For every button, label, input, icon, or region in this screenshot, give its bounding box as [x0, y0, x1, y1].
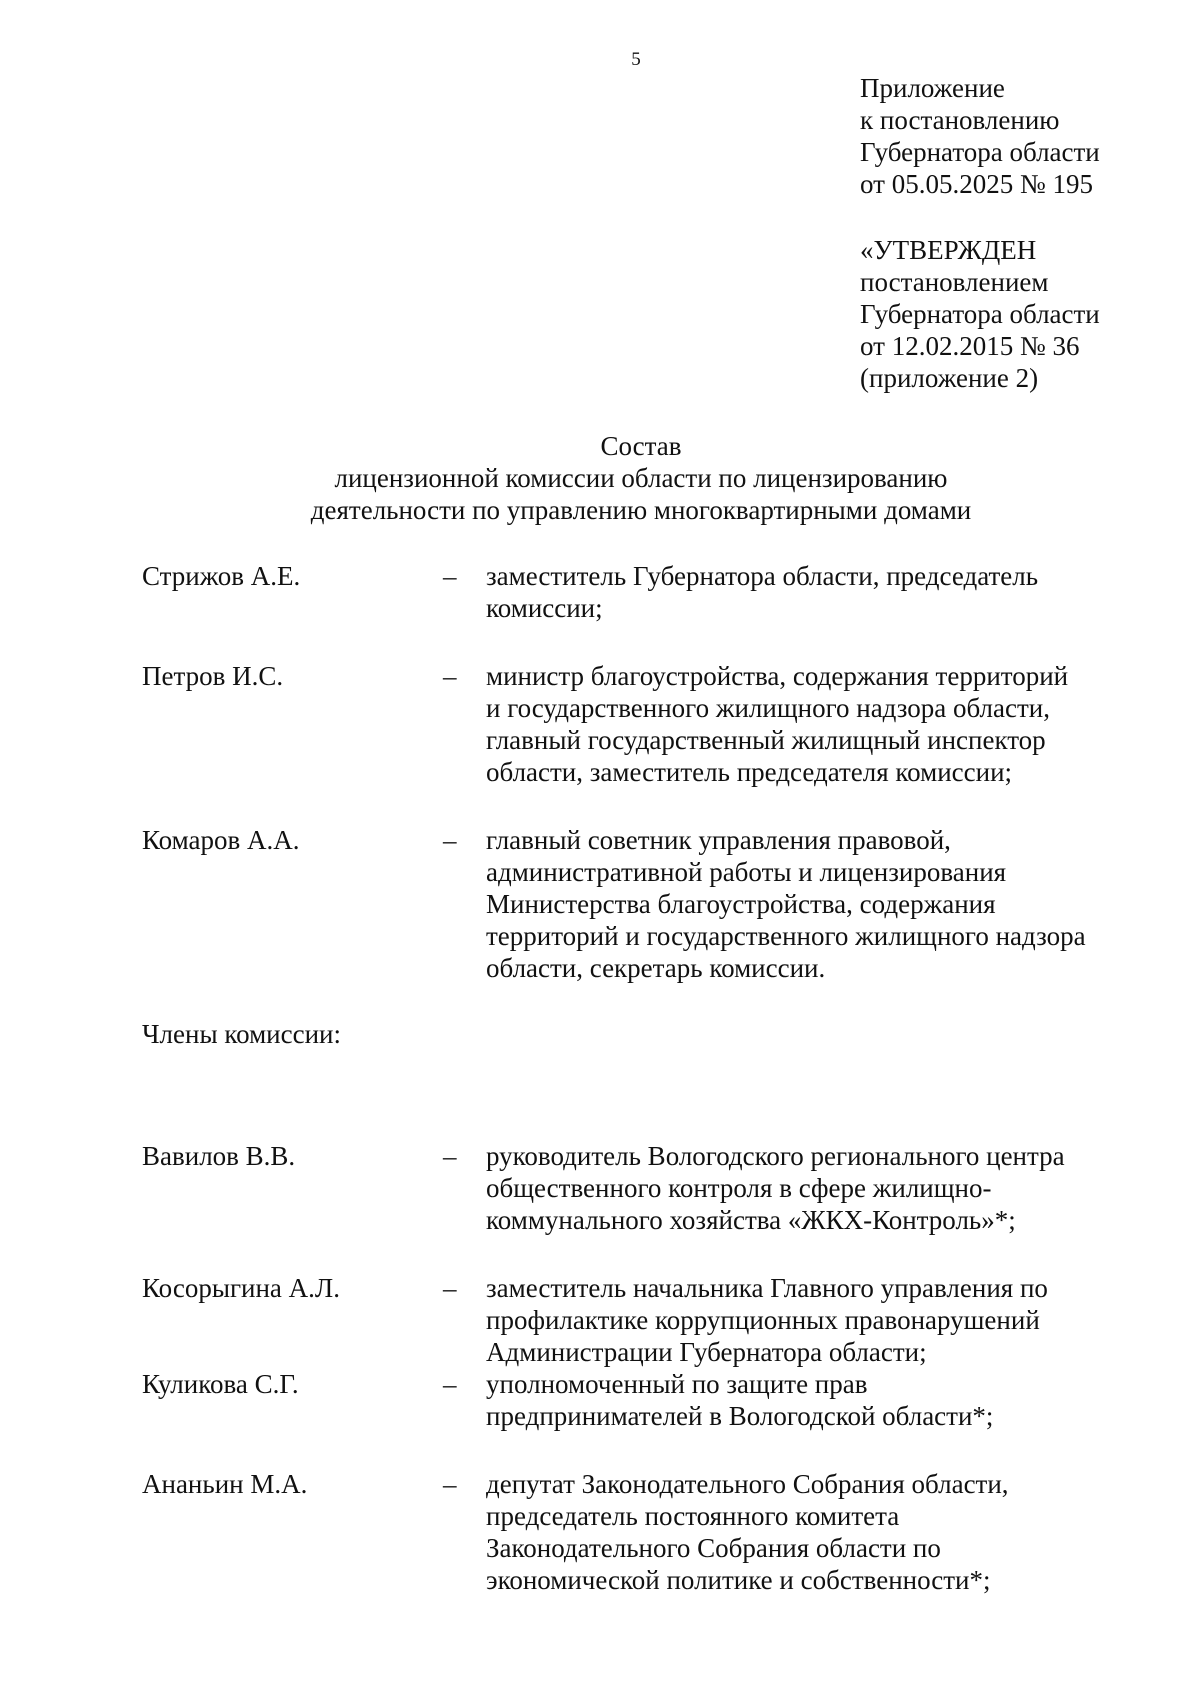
- dash: –: [443, 661, 457, 691]
- dash: –: [443, 561, 457, 591]
- appendix-line: от 05.05.2025 № 195: [860, 169, 1093, 199]
- role-line: председатель постоянного комитета: [486, 1501, 900, 1531]
- member-name: Косорыгина А.Л.: [142, 1273, 340, 1303]
- role-line: и государственного жилищного надзора области,: [486, 693, 1050, 723]
- title-line: деятельности по управлению многоквартирными домами: [310, 495, 972, 525]
- role-line: профилактике коррупционных правонарушений: [486, 1305, 1040, 1335]
- appendix-block: [860, 72, 1100, 200]
- approved-line: постановлением: [860, 267, 1049, 297]
- member-role: [486, 824, 1146, 984]
- dash: –: [443, 825, 457, 855]
- role-line: Законодательного Собрания области по: [486, 1533, 941, 1563]
- member-name: Вавилов В.В.: [142, 1141, 296, 1171]
- approved-line: от 12.02.2015 № 36: [860, 331, 1080, 361]
- role-line: депутат Законодательного Собрания области,: [486, 1469, 1009, 1499]
- role-line: заместитель Губернатора области, председатель: [486, 561, 1039, 591]
- member-role: [486, 660, 1146, 788]
- dash: –: [443, 1273, 457, 1303]
- role-line: руководитель Вологодского регионального центра: [486, 1141, 1065, 1171]
- dash: –: [443, 1141, 457, 1171]
- page-number: 5: [631, 49, 641, 70]
- appendix-line: к постановлению: [860, 105, 1060, 135]
- role-line: экономической политике и собственности*;: [486, 1565, 991, 1595]
- role-line: комиссии;: [486, 593, 603, 623]
- member-role: [486, 1272, 1146, 1368]
- members-heading: Члены комиссии:: [142, 1019, 341, 1049]
- document-title: [0, 430, 1200, 526]
- role-line: уполномоченный по защите прав: [486, 1369, 868, 1399]
- title-line: лицензионной комиссии области по лицензированию: [334, 463, 948, 493]
- role-line: территорий и государственного жилищного надзора: [486, 921, 1086, 951]
- member-role: [486, 1140, 1146, 1236]
- role-line: области, заместитель председателя комиссии;: [486, 757, 1013, 787]
- title-line: Состав: [600, 431, 682, 461]
- dash: –: [443, 1469, 457, 1499]
- role-line: Администрации Губернатора области;: [486, 1337, 927, 1367]
- role-line: административной работы и лицензирования: [486, 857, 1007, 887]
- role-line: министр благоустройства, содержания территорий: [486, 661, 1069, 691]
- member-name: Петров И.С.: [142, 661, 284, 691]
- approved-block: [860, 234, 1100, 394]
- member-name: Куликова С.Г.: [142, 1369, 299, 1399]
- role-line: Министерства благоустройства, содержания: [486, 889, 996, 919]
- member-name: Комаров А.А.: [142, 825, 300, 855]
- appendix-line: Приложение: [860, 73, 1005, 103]
- role-line: главный государственный жилищный инспектор: [486, 725, 1046, 755]
- role-line: предпринимателей в Вологодской области*;: [486, 1401, 994, 1431]
- approved-line: Губернатора области: [860, 299, 1100, 329]
- approved-line: «УТВЕРЖДЕН: [860, 235, 1037, 265]
- member-role: [486, 560, 1146, 624]
- appendix-line: Губернатора области: [860, 137, 1100, 167]
- role-line: области, секретарь комиссии.: [486, 953, 826, 983]
- role-line: заместитель начальника Главного управления по: [486, 1273, 1048, 1303]
- approved-line: (приложение 2): [860, 363, 1039, 393]
- member-role: [486, 1468, 1146, 1596]
- role-line: коммунального хозяйства «ЖКХ-Контроль»*;: [486, 1205, 1016, 1235]
- member-role: [486, 1368, 1146, 1432]
- dash: –: [443, 1369, 457, 1399]
- member-name: Ананьин М.А.: [142, 1469, 308, 1499]
- role-line: общественного контроля в сфере жилищно-: [486, 1173, 992, 1203]
- member-name: Стрижов А.Е.: [142, 561, 301, 591]
- role-line: главный советник управления правовой,: [486, 825, 951, 855]
